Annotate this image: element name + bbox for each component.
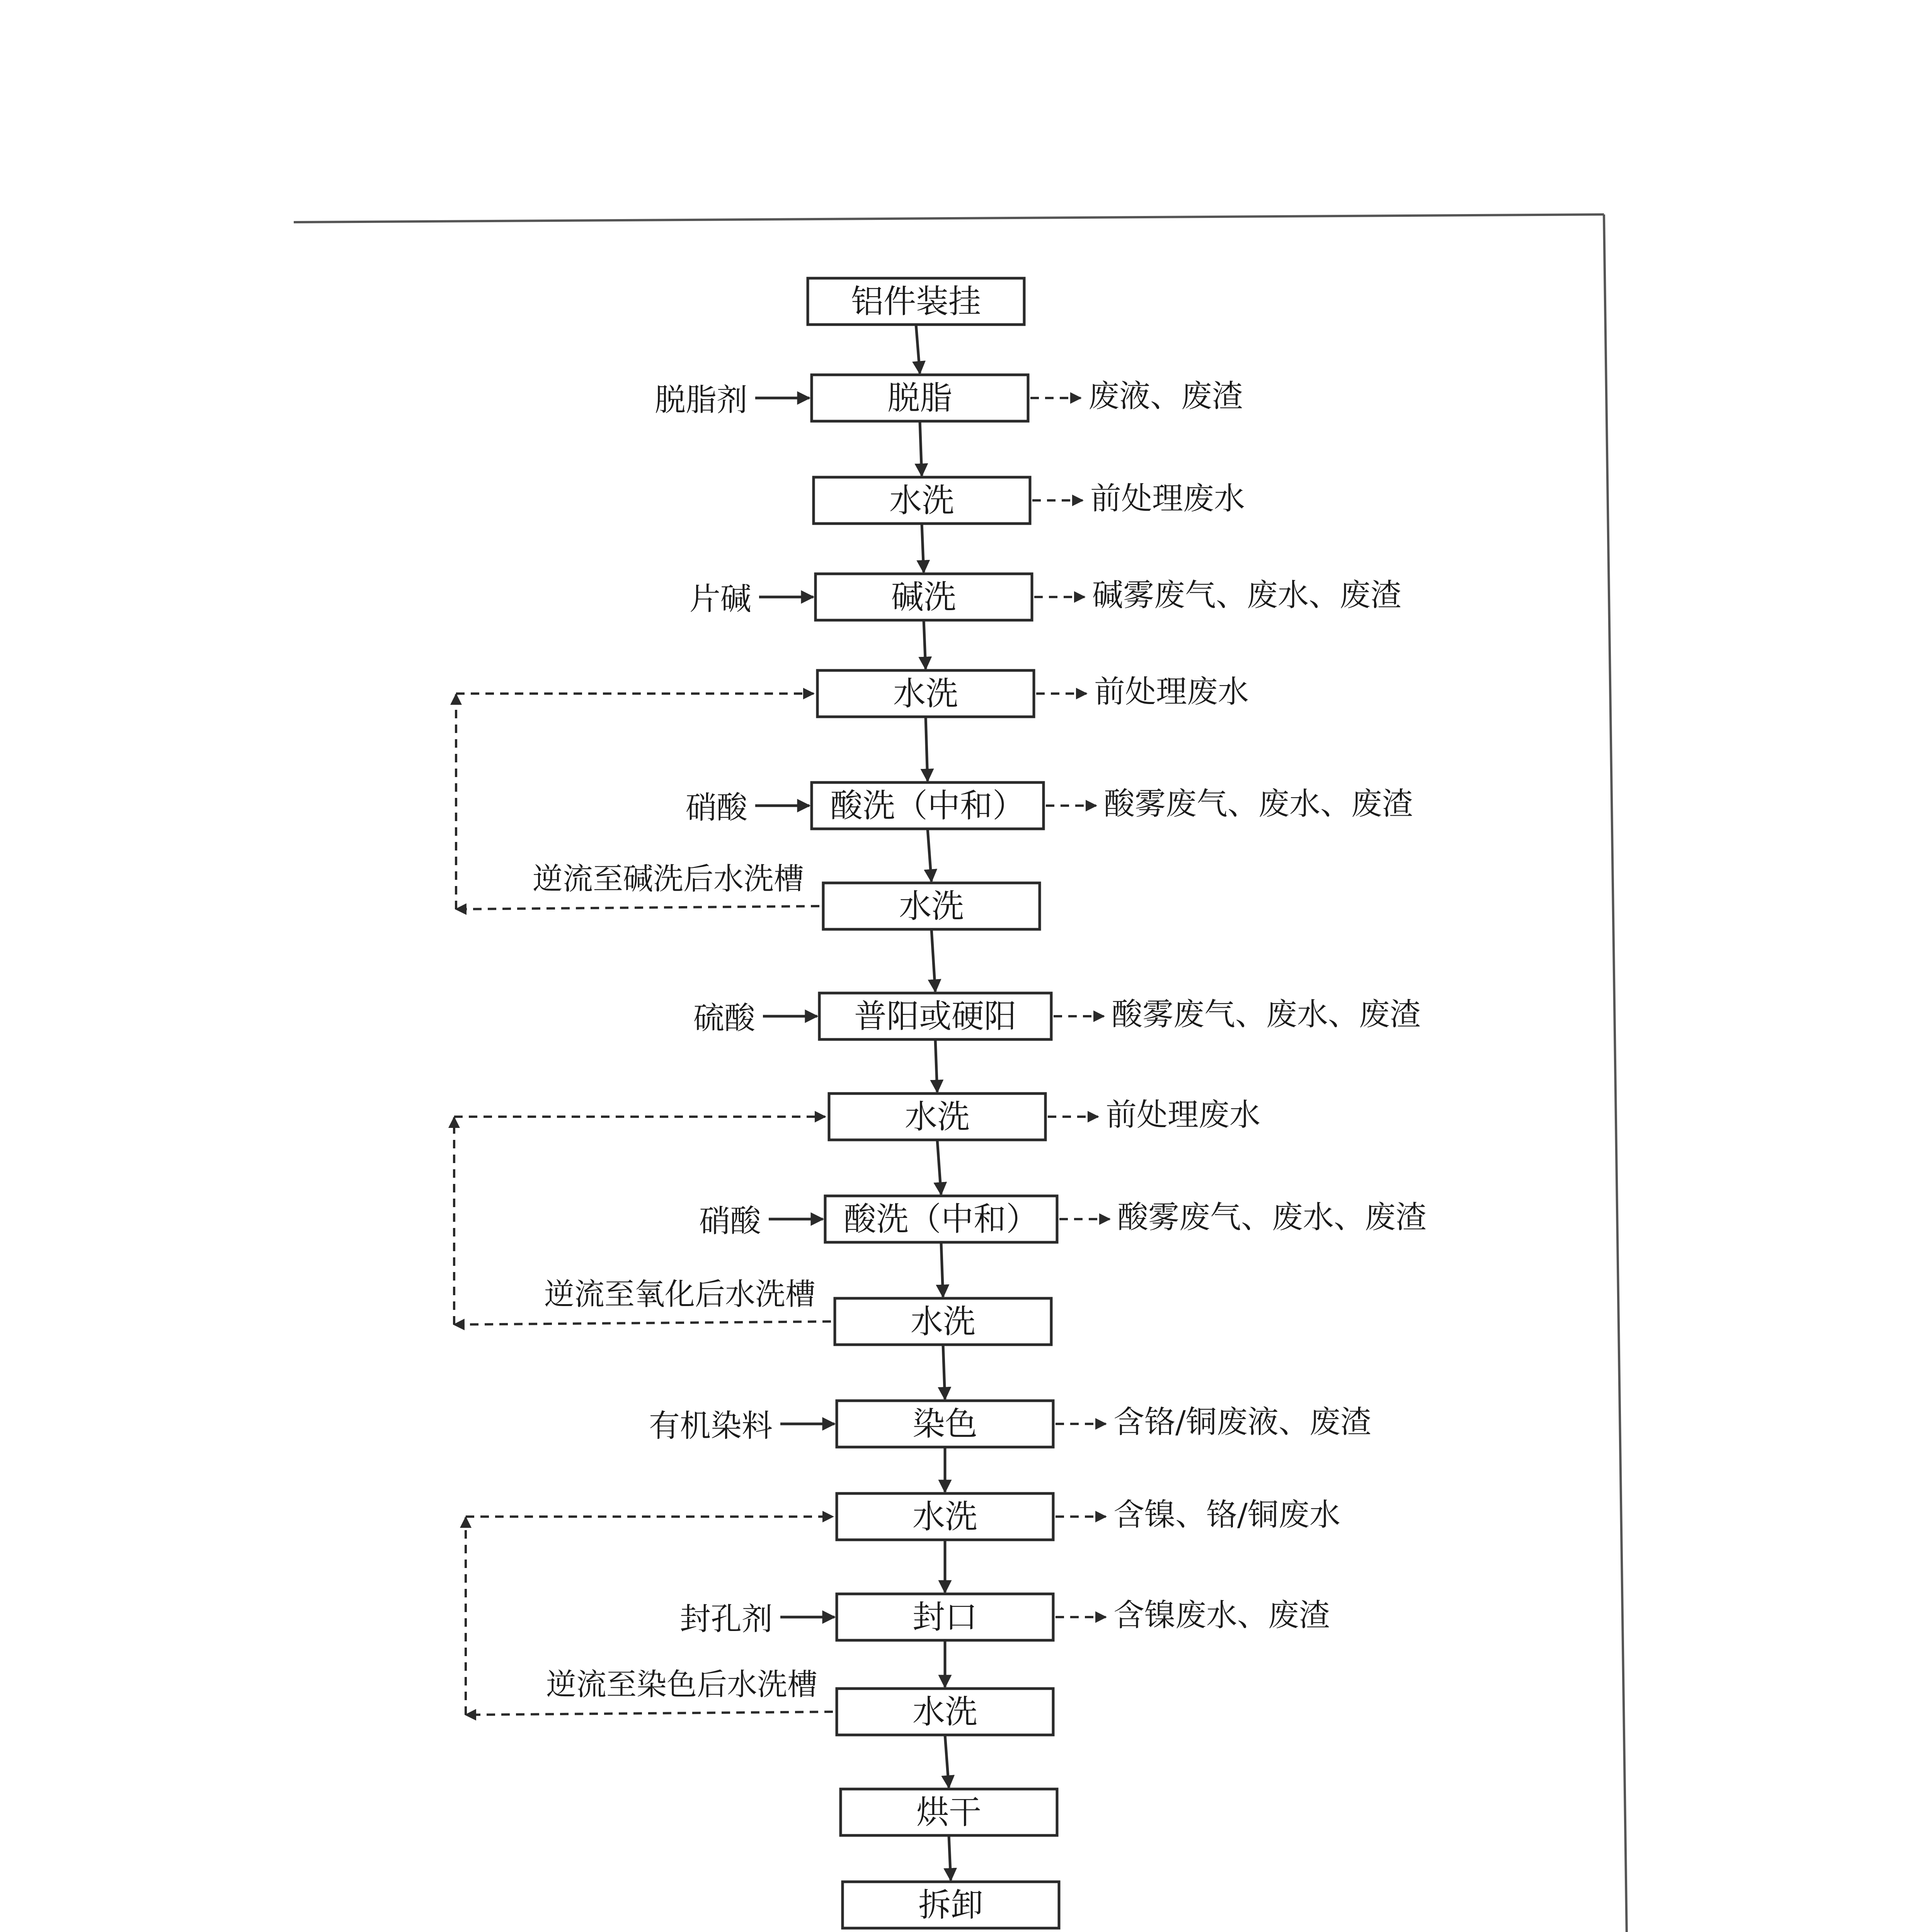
backflow-label: 逆流至碱洗后水洗槽	[532, 862, 804, 896]
pollution-output-label: 碱雾废气、废水、废渣	[1092, 577, 1401, 613]
step-label: 普阳或硬阳	[854, 997, 1017, 1035]
step-label: 烘干	[916, 1793, 982, 1831]
step-label: 水洗	[910, 1303, 976, 1340]
step-label: 碱洗	[891, 578, 957, 616]
process-step-box	[815, 574, 1032, 620]
pollution-output-label: 酸雾废气、废水、废渣	[1117, 1199, 1427, 1235]
process-step-box	[829, 1094, 1045, 1140]
frame-right-border	[1604, 214, 1629, 1932]
pollution-output-label: 前处理废水	[1094, 673, 1249, 710]
step-label: 染色	[912, 1405, 978, 1443]
backflow-label: 逆流至染色后水洗槽	[546, 1667, 817, 1702]
input-material-label: 有机染料	[649, 1408, 773, 1444]
input-material-label: 硫酸	[693, 1000, 755, 1036]
input-material-label: 硝酸	[699, 1203, 761, 1239]
flow-arrow	[931, 929, 935, 992]
process-step-box	[837, 1401, 1053, 1447]
pollution-output-label: 含镍、铬/铜废水	[1113, 1497, 1340, 1533]
flow-arrow	[935, 1039, 937, 1092]
step-label: 酸洗（中和）	[843, 1200, 1039, 1238]
flow-arrow	[945, 1735, 949, 1787]
step-label: 水洗	[889, 481, 955, 519]
process-step-box	[837, 1594, 1053, 1640]
step-label: 水洗	[912, 1693, 978, 1731]
process-step-box	[841, 1789, 1057, 1835]
pollution-output-label: 含铬/铜废液、废渣	[1113, 1404, 1371, 1440]
process-step-box	[819, 993, 1051, 1039]
flow-arrow	[926, 717, 928, 781]
process-step-box	[835, 1298, 1051, 1345]
backflow-return-line	[456, 906, 819, 909]
frame-top-border	[294, 214, 1604, 222]
process-step-box	[814, 477, 1030, 524]
flow-arrow	[949, 1835, 951, 1880]
process-step-box	[837, 1689, 1053, 1735]
flow-arrow	[941, 1242, 943, 1297]
input-material-label: 脱脂剂	[655, 382, 747, 418]
pollution-output-label: 前处理废水	[1106, 1097, 1260, 1133]
step-label: 拆卸	[918, 1886, 984, 1924]
flow-arrow	[920, 421, 922, 476]
process-step-box	[837, 1493, 1053, 1540]
process-step-box	[808, 278, 1024, 325]
flow-arrow	[928, 829, 931, 881]
pollution-output-label: 前处理废水	[1090, 480, 1245, 517]
flow-arrow	[916, 325, 920, 373]
step-label: 封口	[912, 1598, 978, 1636]
step-label: 铝件装挂	[851, 282, 981, 320]
backflow-lines	[454, 694, 833, 1715]
flow-arrow	[943, 1345, 945, 1399]
backflow-return-line	[466, 1712, 833, 1715]
step-label: 酸洗（中和）	[830, 787, 1025, 825]
flow-arrow	[924, 620, 926, 669]
step-label: 水洗	[899, 887, 964, 925]
step-label: 水洗	[912, 1498, 978, 1536]
step-label: 水洗	[904, 1098, 970, 1136]
process-step-box	[812, 782, 1044, 829]
pollution-output-label: 酸雾废气、废水、废渣	[1104, 786, 1413, 822]
step-label: 脱脂	[887, 379, 953, 417]
pollution-output-label: 含镍废水、废渣	[1113, 1597, 1330, 1633]
input-material-label: 硝酸	[686, 789, 747, 826]
pollution-output-label: 酸雾废气、废水、废渣	[1112, 996, 1421, 1032]
process-steps	[808, 278, 1059, 1928]
input-material-label: 封孔剂	[680, 1601, 773, 1637]
flow-arrow	[922, 524, 924, 572]
process-step-box	[825, 1196, 1057, 1242]
process-step-box	[817, 670, 1034, 717]
process-step-box	[823, 883, 1040, 929]
process-step-box	[843, 1882, 1059, 1928]
backflow-return-line	[454, 1321, 831, 1325]
flow-arrow	[937, 1140, 941, 1194]
input-material-label: 片碱	[690, 581, 751, 617]
step-label: 水洗	[893, 675, 958, 713]
backflow-label: 逆流至氧化后水洗槽	[544, 1277, 815, 1312]
process-step-box	[812, 375, 1028, 421]
pollution-output-label: 废液、废渣	[1088, 378, 1243, 414]
